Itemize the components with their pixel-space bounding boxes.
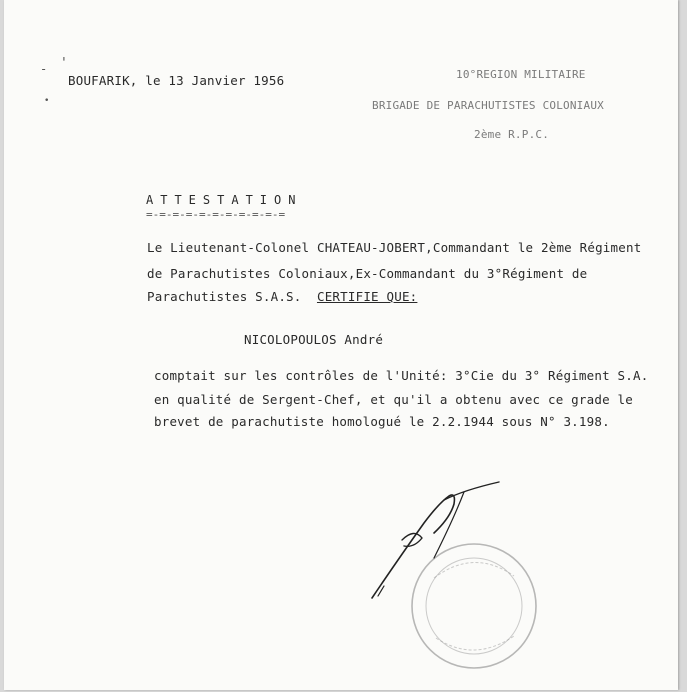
official-stamp bbox=[412, 544, 536, 668]
margin-dot: • bbox=[44, 96, 50, 106]
header-unit: 2ème R.P.C. bbox=[474, 128, 550, 141]
body-line-4: comptait sur les contrôles de l'Unité: 3°Cie du 3° Régiment S.A. bbox=[154, 368, 649, 383]
certifie-que: CERTIFIE QUE: bbox=[316, 289, 418, 304]
body-line-3 bbox=[147, 289, 417, 304]
person-name: NICOLOPOULOS André bbox=[244, 332, 384, 347]
body-line-3-text: Parachutistes S.A.S. bbox=[147, 289, 302, 304]
margin-tick-2: ' bbox=[60, 56, 68, 71]
signature bbox=[372, 482, 499, 598]
body-line-5: en qualité de Sergent-Chef, et qu'il a obtenu avec ce grade le bbox=[154, 392, 633, 407]
attestation-underline: =-=-=-=-=-=-=-=-=-=-= bbox=[146, 208, 286, 221]
header-region: 10°REGION MILITAIRE bbox=[456, 68, 586, 81]
body-line-6: brevet de parachutiste homologué le 2.2.1944 sous N° 3.198. bbox=[154, 414, 610, 429]
margin-tick: - bbox=[40, 62, 48, 76]
document-page bbox=[4, 0, 678, 690]
body-line-1: Le Lieutenant-Colonel CHATEAU-JOBERT,Commandant le 2ème Régiment bbox=[147, 240, 642, 255]
signature-and-stamp bbox=[364, 478, 554, 673]
header-brigade: BRIGADE DE PARACHUTISTES COLONIAUX bbox=[372, 99, 604, 112]
body-line-2: de Parachutistes Coloniaux,Ex-Commandant du 3°Régiment de bbox=[147, 266, 588, 281]
place-date: BOUFARIK, le 13 Janvier 1956 bbox=[68, 73, 285, 88]
attestation-title: ATTESTATION bbox=[146, 193, 303, 207]
